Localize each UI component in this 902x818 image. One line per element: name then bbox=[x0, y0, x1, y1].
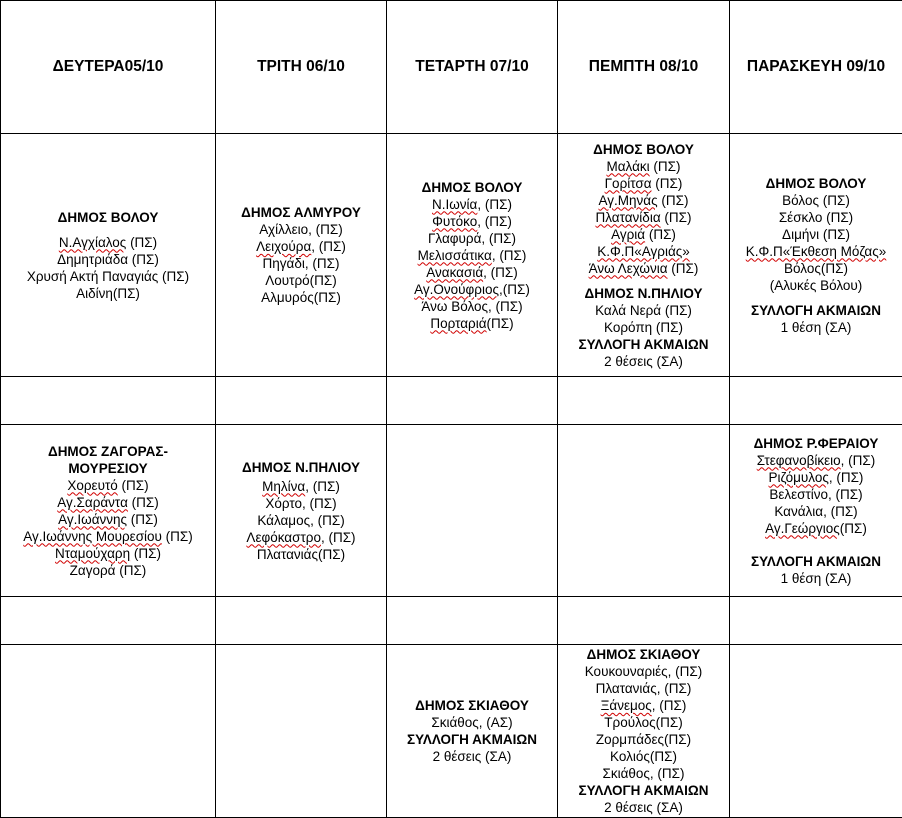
location-item: Λειχούρα, (ΠΣ) bbox=[217, 238, 385, 255]
location-item: Γορίτσα (ΠΣ) bbox=[559, 175, 728, 192]
cell-tuesday-3 bbox=[216, 425, 387, 597]
municipality-title: ΔΗΜΟΣ ΑΛΜΥΡΟΥ bbox=[217, 204, 385, 221]
positions-note: 2 θέσεις (ΣΑ) bbox=[559, 353, 728, 370]
municipality-title: ΔΗΜΟΣ ΣΚΙΑΘΟΥ bbox=[388, 697, 556, 714]
cell-friday-1 bbox=[730, 134, 902, 377]
location-item: Αλμυρός(ΠΣ) bbox=[217, 289, 385, 306]
location-item: Νταμούχαρη (ΠΣ) bbox=[2, 545, 214, 562]
day-header-friday: ΠΑΡΑΣΚΕΥΗ 09/10 bbox=[730, 1, 902, 134]
empty-cell bbox=[387, 425, 558, 597]
location-item: Λουτρό(ΠΣ) bbox=[217, 272, 385, 289]
location-item: Βόλος (ΠΣ) bbox=[731, 192, 901, 209]
positions-note: 2 θέσεις (ΣΑ) bbox=[559, 799, 728, 816]
location-item: Δημητριάδα (ΠΣ) bbox=[2, 251, 214, 268]
collection-title: ΣΥΛΛΟΓΗ ΑΚΜΑΙΩΝ bbox=[731, 553, 901, 570]
location-item: Μηλίνα, (ΠΣ) bbox=[217, 478, 385, 495]
municipality-title-cont: ΜΟΥΡΕΣΙΟΥ bbox=[2, 460, 214, 477]
location-item: Χρυσή Ακτή Παναγιάς (ΠΣ) bbox=[2, 268, 214, 285]
location-item: Κανάλια, (ΠΣ) bbox=[731, 503, 901, 520]
location-item: Αγριά (ΠΣ) bbox=[559, 226, 728, 243]
location-item: Γλαφυρά, (ΠΣ) bbox=[388, 230, 556, 247]
day-header-thursday: ΠΕΜΠΤΗ 08/10 bbox=[558, 1, 730, 134]
empty-cell bbox=[558, 425, 730, 597]
day-header-monday: ΔΕΥΤΕΡΑ05/10 bbox=[1, 1, 216, 134]
location-item: Κολιός(ΠΣ) bbox=[559, 748, 728, 765]
municipality-title: ΔΗΜΟΣ ΖΑΓΟΡΑΣ- bbox=[2, 443, 214, 460]
location-item: (Αλυκές Βόλου) bbox=[731, 277, 901, 294]
location-item: Βελεστίνο, (ΠΣ) bbox=[731, 486, 901, 503]
municipality-title: ΔΗΜΟΣ ΒΟΛΟΥ bbox=[559, 141, 728, 158]
spacer-row bbox=[1, 597, 902, 645]
location-item: Κάλαμος, (ΠΣ) bbox=[217, 512, 385, 529]
day-header-wednesday: ΤΕΤΑΡΤΗ 07/10 bbox=[387, 1, 558, 134]
empty-cell bbox=[1, 377, 216, 425]
empty-cell bbox=[558, 377, 730, 425]
collection-title: ΣΥΛΛΟΓΗ ΑΚΜΑΙΩΝ bbox=[731, 302, 901, 319]
location-item: Κ.Φ.Π«Έκθεση Μόζας» bbox=[731, 243, 901, 260]
location-item: Πηγάδι, (ΠΣ) bbox=[217, 255, 385, 272]
location-item: Πλατανιάς(ΠΣ) bbox=[217, 546, 385, 563]
location-item: Τρούλος(ΠΣ) bbox=[559, 714, 728, 731]
municipality-title: ΔΗΜΟΣ Ν.ΠΗΛΙΟΥ bbox=[559, 285, 728, 302]
schedule-row-3 bbox=[1, 425, 902, 597]
empty-cell bbox=[730, 597, 902, 645]
location-item: Διμήνι (ΠΣ) bbox=[731, 226, 901, 243]
municipality-title: ΔΗΜΟΣ ΒΟΛΟΥ bbox=[388, 179, 556, 196]
location-item: Ριζόμυλος, (ΠΣ) bbox=[731, 469, 901, 486]
location-item: Χορευτό (ΠΣ) bbox=[2, 477, 214, 494]
location-item: Καλά Νερά (ΠΣ) bbox=[559, 302, 728, 319]
cell-tuesday-1 bbox=[216, 134, 387, 377]
location-item: Πλατανιάς, (ΠΣ) bbox=[559, 680, 728, 697]
location-item: Αχίλλειο, (ΠΣ) bbox=[217, 221, 385, 238]
location-item: Άνω Λεχώνια (ΠΣ) bbox=[559, 260, 728, 277]
location-item: Βόλος(ΠΣ) bbox=[731, 260, 901, 277]
location-item: Ν.Αγχίαλος (ΠΣ) bbox=[2, 234, 214, 251]
location-item: Μελισσάτικα, (ΠΣ) bbox=[388, 247, 556, 264]
location-item: Κορόπη (ΠΣ) bbox=[559, 319, 728, 336]
location-item: Σκιάθος, (ΠΣ) bbox=[559, 765, 728, 782]
empty-cell bbox=[730, 377, 902, 425]
header-row bbox=[1, 1, 902, 134]
empty-cell bbox=[216, 597, 387, 645]
empty-cell bbox=[216, 377, 387, 425]
location-item: Ανακασιά, (ΠΣ) bbox=[388, 264, 556, 281]
day-header-tuesday: ΤΡΙΤΗ 06/10 bbox=[216, 1, 387, 134]
location-item: Ζορμπάδες(ΠΣ) bbox=[559, 731, 728, 748]
location-item: Φυτόκο, (ΠΣ) bbox=[388, 213, 556, 230]
empty-cell bbox=[1, 597, 216, 645]
cell-thursday-1 bbox=[558, 134, 730, 377]
empty-cell bbox=[387, 597, 558, 645]
schedule-row-1 bbox=[1, 134, 902, 377]
municipality-title: ΔΗΜΟΣ Ρ.ΦΕΡΑΙΟΥ bbox=[731, 435, 901, 452]
location-item: Στεφανοβίκειο, (ΠΣ) bbox=[731, 452, 901, 469]
municipality-title: ΔΗΜΟΣ Ν.ΠΗΛΙΟΥ bbox=[217, 459, 385, 476]
collection-title: ΣΥΛΛΟΓΗ ΑΚΜΑΙΩΝ bbox=[559, 336, 728, 353]
location-item: Αιδίνη(ΠΣ) bbox=[2, 285, 214, 302]
location-item: Σέσκλο (ΠΣ) bbox=[731, 209, 901, 226]
location-item: Άνω Βόλος, (ΠΣ) bbox=[388, 298, 556, 315]
location-item: Πλατανίδια (ΠΣ) bbox=[559, 209, 728, 226]
location-item: Χόρτο, (ΠΣ) bbox=[217, 495, 385, 512]
spacer-row bbox=[1, 377, 902, 425]
collection-title: ΣΥΛΛΟΓΗ ΑΚΜΑΙΩΝ bbox=[559, 782, 728, 799]
cell-monday-1 bbox=[1, 134, 216, 377]
location-item: Αγ.Γεώργιος(ΠΣ) bbox=[731, 520, 901, 537]
collection-title: ΣΥΛΛΟΓΗ ΑΚΜΑΙΩΝ bbox=[388, 731, 556, 748]
location-item: Μαλάκι (ΠΣ) bbox=[559, 158, 728, 175]
cell-wednesday-5 bbox=[387, 645, 558, 818]
location-item: Αγ.Μηνάς (ΠΣ) bbox=[559, 192, 728, 209]
location-item: Λεφόκαστρο, (ΠΣ) bbox=[217, 529, 385, 546]
location-item: Αγ.Σαράντα (ΠΣ) bbox=[2, 494, 214, 511]
location-item: Αγ.Ιωάννης (ΠΣ) bbox=[2, 511, 214, 528]
empty-cell bbox=[558, 597, 730, 645]
location-item: Κ.Φ.Π«Αγριάς» bbox=[559, 243, 728, 260]
municipality-title: ΔΗΜΟΣ ΣΚΙΑΘΟΥ bbox=[559, 646, 728, 663]
schedule-row-5 bbox=[1, 645, 902, 818]
location-item: Πορταριά(ΠΣ) bbox=[388, 315, 556, 332]
empty-cell bbox=[730, 645, 902, 818]
empty-cell bbox=[216, 645, 387, 818]
empty-cell bbox=[1, 645, 216, 818]
cell-thursday-5 bbox=[558, 645, 730, 818]
location-item: Ξάνεμος, (ΠΣ) bbox=[559, 697, 728, 714]
location-item: Σκιάθος, (ΑΣ) bbox=[388, 714, 556, 731]
positions-note: 2 θέσεις (ΣΑ) bbox=[388, 748, 556, 765]
location-item: Ν.Ιωνία, (ΠΣ) bbox=[388, 196, 556, 213]
location-item: Ζαγορά (ΠΣ) bbox=[2, 562, 214, 579]
cell-wednesday-1 bbox=[387, 134, 558, 377]
positions-note: 1 θέση (ΣΑ) bbox=[731, 570, 901, 587]
cell-monday-3 bbox=[1, 425, 216, 597]
municipality-title: ΔΗΜΟΣ ΒΟΛΟΥ bbox=[2, 209, 214, 226]
cell-friday-3 bbox=[730, 425, 902, 597]
municipality-title: ΔΗΜΟΣ ΒΟΛΟΥ bbox=[731, 175, 901, 192]
location-item: Αγ.Ονούφριος,(ΠΣ) bbox=[388, 281, 556, 298]
location-item: Αγ.Ιωάννης Μουρεσίου (ΠΣ) bbox=[2, 528, 214, 545]
positions-note: 1 θέση (ΣΑ) bbox=[731, 319, 901, 336]
location-item: Κουκουναριές, (ΠΣ) bbox=[559, 663, 728, 680]
empty-cell bbox=[387, 377, 558, 425]
